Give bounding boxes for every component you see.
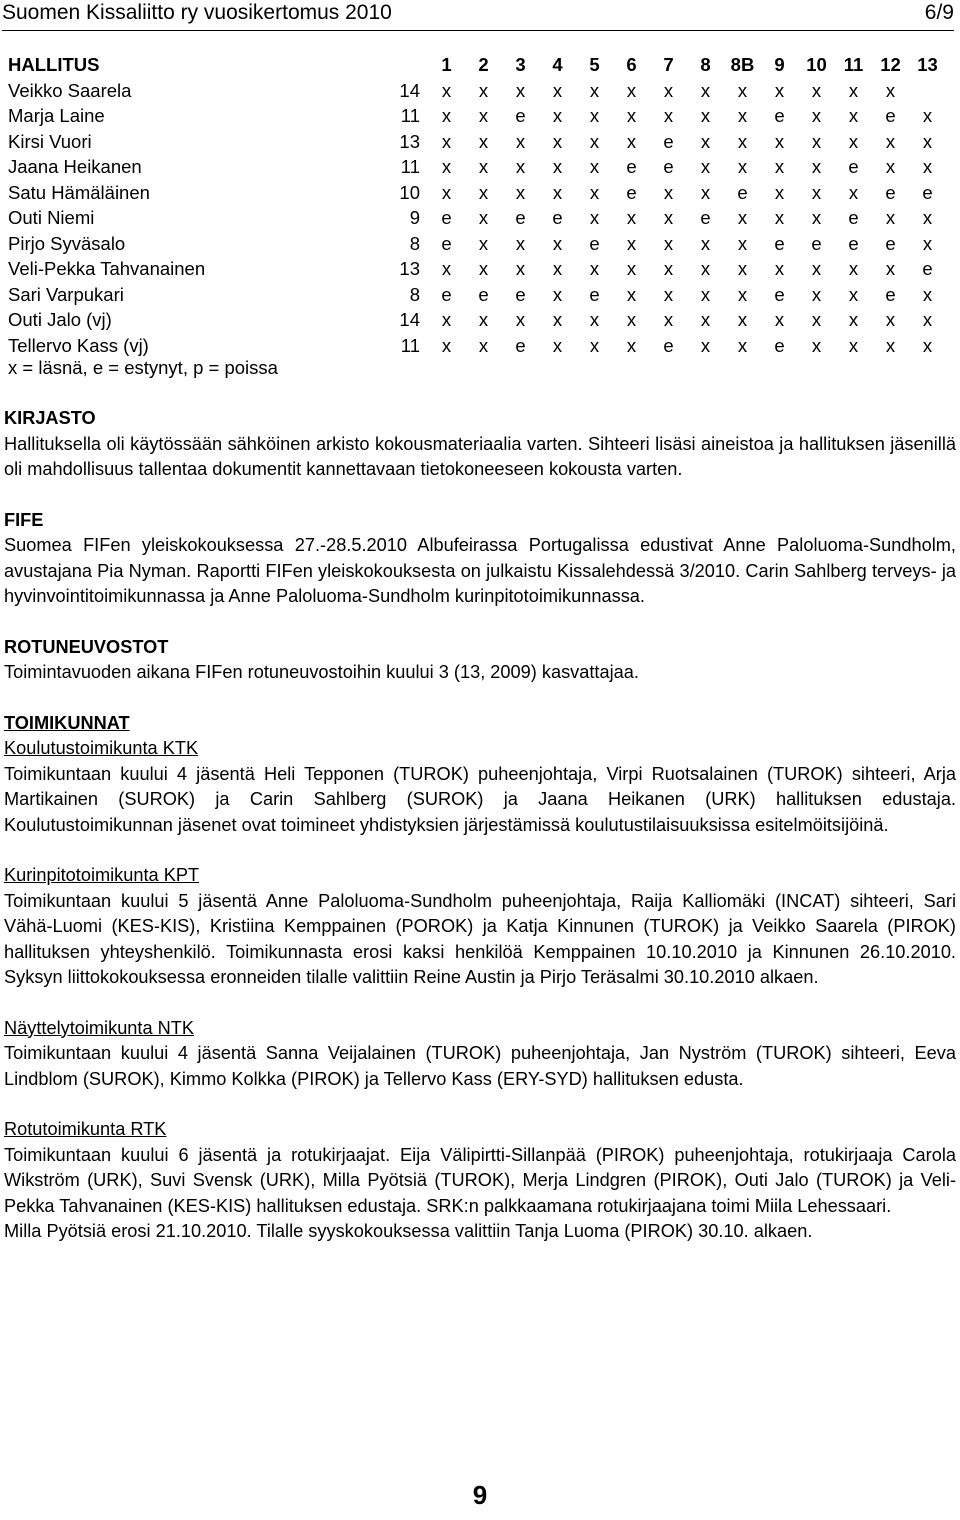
attendance-mark: x — [663, 207, 674, 228]
attendance-mark: x — [663, 258, 674, 279]
meeting-column-header: 6 — [626, 54, 637, 75]
attendance-total: 8 — [409, 232, 420, 254]
attendance-mark: x — [478, 79, 489, 101]
attendance-mark: x — [922, 207, 933, 228]
attendance-mark: x — [885, 258, 896, 279]
meeting-column-header: 10 — [806, 54, 827, 75]
attendance-mark: x — [774, 258, 785, 279]
total-column-header — [370, 52, 428, 78]
attendance-mark: e — [589, 232, 600, 254]
subsection-title-rtk: Rotutoimikunta RTK — [4, 1119, 167, 1139]
attendance-mark: x — [441, 181, 452, 203]
attendance-mark: e — [515, 283, 526, 305]
attendance-mark: x — [774, 79, 785, 101]
attendance-mark: x — [885, 156, 896, 177]
attendance-mark: x — [811, 207, 822, 228]
attendance-total: 11 — [400, 105, 420, 126]
attendance-mark: x — [552, 105, 563, 126]
subsection-ntk — [4, 1016, 956, 1093]
table-row — [8, 231, 946, 257]
attendance-mark: e — [626, 156, 637, 177]
attendance-mark: x — [552, 156, 563, 177]
attendance-mark: e — [515, 105, 526, 126]
attendance-mark: x — [589, 79, 600, 101]
attendance-mark: x — [589, 207, 600, 228]
attendance-mark: x — [663, 79, 674, 101]
attendance-total: 10 — [399, 181, 420, 203]
subsection-text-ktk: Toimikuntaan kuului 4 jäsentä Heli Tepponen (TUROK) puheenjohtaja, Virpi Ruotsalainen (TUROK) sihteeri, Arja Martikainen (SUROK) ja Carin Sahlberg (SUROK) ja Jaana Heikanen (URK) hallituksen edustaja. Koulutustoimikunnan jäsenet ovat toimineet yhdistyksien järjestämissä koulutustilaisuuksissa esitelmöitsijöinä. — [4, 763, 956, 835]
attendance-mark: x — [515, 181, 526, 203]
attendance-mark: x — [700, 130, 711, 152]
attendance-mark: x — [552, 334, 563, 356]
table-row — [8, 103, 946, 129]
attendance-mark: x — [626, 232, 637, 254]
member-name: Outi Niemi — [8, 207, 95, 228]
section-title-fife: FIFE — [4, 509, 44, 530]
attendance-mark: x — [589, 258, 600, 279]
table-row — [8, 307, 946, 333]
table-row — [8, 205, 946, 231]
attendance-mark: x — [626, 283, 637, 305]
attendance-mark: x — [774, 181, 785, 203]
section-title-rotuneuvostot: ROTUNEUVOSTOT — [4, 636, 169, 657]
attendance-mark: x — [552, 79, 563, 101]
attendance-mark: x — [700, 334, 711, 356]
attendance-mark: e — [774, 232, 785, 254]
attendance-mark: x — [441, 334, 452, 356]
attendance-body — [8, 78, 946, 359]
attendance-mark: x — [737, 283, 748, 305]
attendance-mark: e — [811, 232, 822, 254]
meeting-column-header: 9 — [774, 54, 785, 75]
attendance-mark: x — [441, 130, 452, 152]
attendance-mark: e — [663, 130, 674, 152]
attendance-mark: x — [589, 105, 600, 126]
subsection-text-ntk: Toimikuntaan kuului 4 jäsentä Sanna Veijalainen (TUROK) puheenjohtaja, Jan Nyström (TUROK) sihteeri, Eeva Lindblom (SUROK), Kimmo Kolkka (PIROK) ja Tellervo Kass (ERY-SYD) hallituksen edusta. — [4, 1043, 956, 1089]
attendance-mark: x — [478, 156, 489, 177]
page-header — [2, 0, 954, 31]
attendance-mark: x — [478, 334, 489, 356]
meeting-column-header: 5 — [589, 54, 600, 75]
attendance-mark: e — [774, 105, 785, 126]
attendance-mark: x — [589, 334, 600, 356]
attendance-mark: e — [663, 156, 674, 177]
attendance-mark: x — [552, 232, 563, 254]
attendance-total: 11 — [400, 334, 420, 356]
attendance-mark: e — [885, 232, 896, 254]
attendance-mark: x — [700, 79, 711, 101]
attendance-mark: e — [885, 105, 896, 126]
attendance-mark: x — [478, 105, 489, 126]
attendance-mark: x — [626, 105, 637, 126]
attendance-mark: e — [848, 207, 859, 228]
attendance-mark: x — [589, 309, 600, 330]
attendance-mark: x — [441, 258, 452, 279]
attendance-mark: x — [552, 309, 563, 330]
page-number: 9 — [472, 1480, 488, 1510]
attendance-mark: x — [700, 156, 711, 177]
attendance-mark: x — [885, 207, 896, 228]
attendance-total: 11 — [400, 156, 420, 177]
attendance-mark: x — [848, 258, 859, 279]
attendance-mark: x — [515, 156, 526, 177]
attendance-mark: x — [811, 334, 822, 356]
attendance-mark: x — [737, 207, 748, 228]
attendance-total: 13 — [399, 258, 420, 279]
meeting-column-header: 8 — [700, 54, 711, 75]
attendance-mark: x — [552, 181, 563, 203]
attendance-mark: x — [626, 334, 637, 356]
subsection-title-ktk: Koulutustoimikunta KTK — [4, 738, 199, 758]
attendance-mark: x — [478, 232, 489, 254]
attendance-mark: e — [515, 334, 526, 356]
subsection-text-rtk-2: Milla Pyötsiä erosi 21.10.2010. Tilalle syyskokouksessa valittiin Tanja Luoma (PIROK) 30.10. alkaen. — [4, 1221, 813, 1241]
member-name: Veikko Saarela — [8, 79, 132, 101]
attendance-mark: e — [774, 334, 785, 356]
attendance-mark: x — [848, 309, 859, 330]
attendance-mark: x — [589, 156, 600, 177]
report-content — [4, 406, 956, 1245]
page-indicator: 6/9 — [924, 1, 954, 24]
attendance-mark: x — [922, 283, 933, 305]
attendance-mark: x — [441, 105, 452, 126]
attendance-mark: x — [515, 79, 526, 101]
attendance-mark: x — [589, 130, 600, 152]
attendance-mark: x — [811, 258, 822, 279]
attendance-mark: x — [663, 283, 674, 305]
member-name: Satu Hämäläinen — [8, 181, 150, 203]
attendance-mark: e — [700, 207, 711, 228]
section-text-kirjasto: Hallituksella oli käytössään sähköinen arkisto kokousmateriaalia varten. Sihteeri lisäsi aineistoa ja hallituksen jäsenillä oli mahdollisuus tallentaa dokumentit kannettavaan tietokoneeseen kokousta varten. — [4, 433, 956, 479]
attendance-mark: x — [478, 258, 489, 279]
attendance-mark: x — [700, 258, 711, 279]
attendance-total: 13 — [399, 130, 420, 152]
attendance-mark: x — [441, 79, 452, 101]
attendance-mark — [909, 78, 946, 104]
attendance-mark: e — [885, 283, 896, 305]
table-row — [8, 333, 946, 359]
attendance-mark: x — [737, 79, 748, 101]
attendance-mark: x — [848, 181, 859, 203]
attendance-mark: x — [922, 334, 933, 356]
attendance-total: 14 — [399, 79, 420, 101]
attendance-mark: x — [515, 309, 526, 330]
attendance-header-row — [8, 52, 946, 78]
table-row — [8, 129, 946, 155]
meeting-column-header: 2 — [478, 54, 489, 75]
attendance-mark: x — [626, 207, 637, 228]
attendance-mark: e — [663, 334, 674, 356]
attendance-mark: x — [848, 105, 859, 126]
attendance-mark: x — [774, 156, 785, 177]
attendance-mark: x — [441, 156, 452, 177]
attendance-legend: x = läsnä, e = estynyt, p = poissa — [8, 357, 278, 378]
table-row — [8, 154, 946, 180]
table-row — [8, 78, 946, 104]
attendance-mark: e — [515, 207, 526, 228]
attendance-total: 9 — [409, 207, 420, 228]
attendance-mark: e — [626, 181, 637, 203]
attendance-mark: x — [811, 156, 822, 177]
subsection-text-kpt: Toimikuntaan kuului 5 jäsentä Anne Paloluoma-Sundholm puheenjohtaja, Raija Kalliomäki (INCAT) sihteeri, Sari Vähä-Luomi (KES-KIS), Kristiina Kemppainen (POROK) ja Katja Kinnunen (TUROK) ja Veikko Saarela (PIROK) hallituksen yhteyshenkilö. Toimikunnasta erosi kaksi henkilöä Kemppainen 10.10.2010 ja Kinnunen 26.10.2010. Syksyn liittokokouksessa eronneiden tilalle valittiin Reine Austin ja Pirjo Teräsalmi 30.10.2010 alkaen. — [4, 890, 956, 987]
table-row — [8, 282, 946, 308]
attendance-mark: e — [922, 258, 933, 279]
attendance-mark: x — [811, 130, 822, 152]
document-title: Suomen Kissaliitto ry vuosikertomus 2010 — [2, 1, 392, 24]
subsection-text-rtk: Toimikuntaan kuului 6 jäsentä ja rotukirjaajat. Eija Välipirtti-Sillanpää (PIROK) puheenjohtaja, rotukirjaaja Carola Wikström (URK), Suvi Svensk (URK), Milla Pyötsiä (TUROK), Merja Lindgren (PIROK), Outi Jalo (TUROK) ja Veli-Pekka Tahvanainen (KES-KIS) hallituksen edustaja. SRK:n palkkaamana rotukirjaajana toimi Miila Lehessaari. — [4, 1144, 956, 1216]
member-name: Marja Laine — [8, 105, 105, 126]
attendance-mark: x — [774, 207, 785, 228]
section-toimikunnat-ktk — [4, 711, 956, 839]
section-fife — [4, 508, 956, 610]
table-row — [8, 256, 946, 282]
attendance-mark: x — [885, 334, 896, 356]
attendance-mark: e — [885, 181, 896, 203]
attendance-mark: x — [626, 258, 637, 279]
attendance-mark: x — [626, 130, 637, 152]
attendance-mark: x — [811, 79, 822, 101]
subsection-kpt — [4, 863, 956, 991]
attendance-mark: x — [700, 105, 711, 126]
section-text-fife: Suomea FIFen yleiskokouksessa 27.-28.5.2010 Albufeirassa Portugalissa edustivat Anne Paloluoma-Sundholm, avustajana Pia Nyman. Raportti FIFen yleiskokouksesta on julkaistu Kissalehdessä 3/2010. Carin Sahlberg terveys- ja hyvinvointitoimikunnassa ja Anne Paloluoma-Sundholm kurinpitotoimikunnassa. — [4, 535, 956, 606]
attendance-mark: x — [922, 105, 933, 126]
attendance-mark: x — [922, 156, 933, 177]
attendance-mark: e — [848, 232, 859, 254]
section-rotuneuvostot — [4, 635, 956, 686]
attendance-total: 8 — [409, 283, 420, 305]
attendance-mark: x — [515, 232, 526, 254]
attendance-mark: x — [811, 283, 822, 305]
table-row — [8, 180, 946, 206]
attendance-mark: e — [922, 181, 933, 203]
attendance-mark: x — [552, 130, 563, 152]
attendance-mark: x — [737, 232, 748, 254]
attendance-mark: x — [663, 309, 674, 330]
attendance-mark: x — [552, 258, 563, 279]
attendance-mark: x — [848, 334, 859, 356]
member-name: Tellervo Kass (vj) — [8, 334, 149, 356]
attendance-total: 14 — [399, 309, 420, 330]
attendance-mark: x — [737, 156, 748, 177]
attendance-mark: e — [774, 283, 785, 305]
meeting-column-header: 7 — [663, 54, 674, 75]
attendance-mark: x — [922, 232, 933, 254]
attendance-mark: x — [478, 130, 489, 152]
attendance-mark: e — [552, 207, 563, 228]
meeting-column-header: 3 — [515, 54, 526, 75]
attendance-mark: e — [589, 283, 600, 305]
section-title-toimikunnat: TOIMIKUNNAT — [4, 712, 130, 733]
attendance-mark: x — [774, 130, 785, 152]
attendance-mark: x — [515, 258, 526, 279]
attendance-title: HALLITUS — [8, 54, 100, 75]
attendance-mark: x — [848, 283, 859, 305]
section-text-rotuneuvostot: Toimintavuoden aikana FIFen rotuneuvostoihin kuului 3 (13, 2009) kasvattajaa. — [4, 662, 639, 682]
attendance-mark: x — [663, 181, 674, 203]
meeting-column-header: 1 — [441, 54, 452, 75]
meeting-column-header: 12 — [880, 54, 901, 75]
attendance-mark: x — [885, 79, 896, 101]
attendance-table — [8, 52, 946, 358]
attendance-mark: e — [441, 207, 452, 228]
attendance-mark: e — [478, 283, 489, 305]
attendance-mark: x — [848, 130, 859, 152]
attendance-mark: x — [626, 79, 637, 101]
meeting-column-header: 13 — [917, 54, 938, 75]
subsection-rtk — [4, 1117, 956, 1245]
attendance-mark: x — [700, 181, 711, 203]
subsection-title-kpt: Kurinpitotoimikunta KPT — [4, 865, 200, 885]
attendance-mark: x — [626, 309, 637, 330]
member-name: Jaana Heikanen — [8, 156, 142, 177]
attendance-mark: x — [922, 309, 933, 330]
attendance-mark: x — [811, 105, 822, 126]
attendance-mark: x — [700, 232, 711, 254]
attendance-mark: e — [848, 156, 859, 177]
member-name: Sari Varpukari — [8, 283, 124, 305]
attendance-mark: x — [478, 181, 489, 203]
member-name: Veli-Pekka Tahvanainen — [8, 258, 206, 279]
attendance-mark: x — [737, 258, 748, 279]
attendance-mark: x — [885, 309, 896, 330]
meeting-column-header: 11 — [843, 54, 864, 75]
meeting-column-header: 4 — [552, 54, 563, 75]
attendance-mark: x — [922, 130, 933, 152]
attendance-mark: x — [737, 105, 748, 126]
attendance-mark: e — [441, 232, 452, 254]
attendance-mark: x — [848, 79, 859, 101]
attendance-mark: x — [885, 130, 896, 152]
attendance-mark: x — [700, 283, 711, 305]
attendance-mark: x — [552, 283, 563, 305]
attendance-mark: x — [663, 232, 674, 254]
attendance-mark: x — [700, 309, 711, 330]
attendance-mark: x — [737, 309, 748, 330]
attendance-mark: x — [515, 130, 526, 152]
attendance-mark: x — [774, 309, 785, 330]
attendance-mark: x — [663, 105, 674, 126]
section-kirjasto — [4, 406, 956, 483]
section-title-kirjasto: KIRJASTO — [4, 408, 96, 428]
meeting-column-header: 8B — [730, 54, 755, 75]
attendance-mark: x — [811, 181, 822, 203]
attendance-mark: e — [737, 181, 748, 203]
attendance-mark: x — [441, 309, 452, 330]
attendance-mark: x — [478, 309, 489, 330]
attendance-mark: x — [737, 130, 748, 152]
attendance-mark: x — [737, 334, 748, 356]
attendance-mark: x — [478, 207, 489, 228]
attendance-mark: x — [589, 181, 600, 203]
member-name: Outi Jalo (vj) — [8, 309, 112, 330]
member-name: Kirsi Vuori — [8, 130, 92, 152]
member-name: Pirjo Syväsalo — [8, 232, 126, 254]
attendance-mark: e — [441, 283, 452, 305]
attendance-mark: x — [811, 309, 822, 330]
subsection-title-ntk: Näyttelytoimikunta NTK — [4, 1017, 195, 1038]
